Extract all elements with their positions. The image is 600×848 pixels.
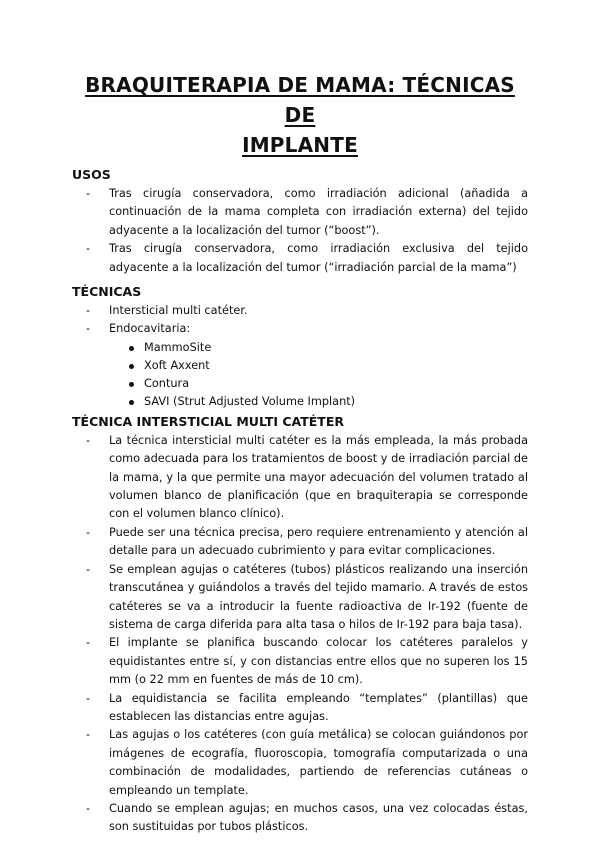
title-line-1: BRAQUITERAPIA DE MAMA: TÉCNICAS DE [85,73,515,127]
page-title [72,70,528,160]
list-item: - El implante se planifica buscando colocar los catéteres paralelos y equidistantes entre sí, y con distancias entre ellos que no superen los 15 mm (o 22 mm en fuentes de más de 10 cm). [86,636,528,687]
sublist-item: Xoft Axxent [72,357,528,375]
list-item: - Puede ser una técnica precisa, pero requiere entrenamiento y atención al detalle para un adecuado cubrimiento y para evitar complicaciones. [86,525,528,558]
title-line-2: IMPLANTE [242,133,358,157]
dash-marker: - [86,525,91,539]
sublist-item: SAVI (Strut Adjusted Volume Implant) [72,393,528,411]
sublist-item: MammoSite [72,339,528,357]
dash-marker: - [86,801,91,815]
list-item: - Intersticial multi catéter. [72,302,528,320]
list-item: - Las agujas o los catéteres (con guía metálica) se colocan guiándonos por imágenes de ecografía, fluoroscopia, tomografía computarizada o una combinación de modalidades, partiendo de referencias cutáneas o empleando un template. [86,728,528,797]
bullet-icon [129,400,134,405]
bullet-icon [129,382,134,387]
intersticial-list [72,432,528,837]
list-item: - Endocavitaria: [72,320,528,338]
dash-marker: - [86,728,91,742]
list-item: - La equidistancia se facilita empleando “templates” (plantillas) que establecen las distancias entre agujas. [86,691,528,723]
dash-marker: - [86,187,91,200]
list-item: - Cuando se emplean agujas; en muchos casos, una vez colocadas éstas, son sustituidas por tubos plásticos. [86,801,528,834]
list-item: - Tras cirugía conservadora, como irradiación adicional (añadida a continuación de la mama completa con irradiación externa) del tejido adyacente a la localización del tumor (“boost”). [86,187,528,237]
usos-list [72,185,528,277]
sublist-item: Contura [72,375,528,393]
dash-marker: - [86,242,91,256]
dash-marker: - [86,691,91,705]
section-heading-intersticial: TÉCNICA INTERSTICIAL MULTI CATÉTER [72,413,344,429]
dash-marker: - [86,433,91,447]
section-heading-tecnicas: TÉCNICAS [72,284,142,300]
endocavitaria-sublist [72,339,528,411]
dash-marker: - [86,322,91,336]
dash-marker: - [86,636,91,650]
list-item: - La técnica intersticial multi catéter es la más empleada, la más probada como adecuada para los tratamientos de boost y de irradiación parcial de la mama, y la que permite una mayor adecuación del volumen tratado al volumen blanco de planificación (que en braquiterapia se corresponde con el volumen blanco clínico). [86,433,528,521]
section-heading-usos: USOS [72,167,111,182]
list-item: - Se emplean agujas o catéteres (tubos) plásticos realizando una inserción transcutánea y guiándolos a través del tejido mamario. A través de estos catéteres se va a introducir la fuente radioactiva de Ir-192 (fuente de sistema de carga diferida para alta tasa o hilos de Ir-192 para baja tasa). [86,562,528,631]
bullet-icon [129,364,134,369]
list-item: - Tras cirugía conservadora, como irradiación exclusiva del tejido adyacente a la localización del tumor (“irradiación parcial de la mama”) [86,242,528,274]
dash-marker: - [86,304,91,318]
tecnicas-list [72,302,528,339]
dash-marker: - [86,562,91,576]
bullet-icon [129,346,134,351]
